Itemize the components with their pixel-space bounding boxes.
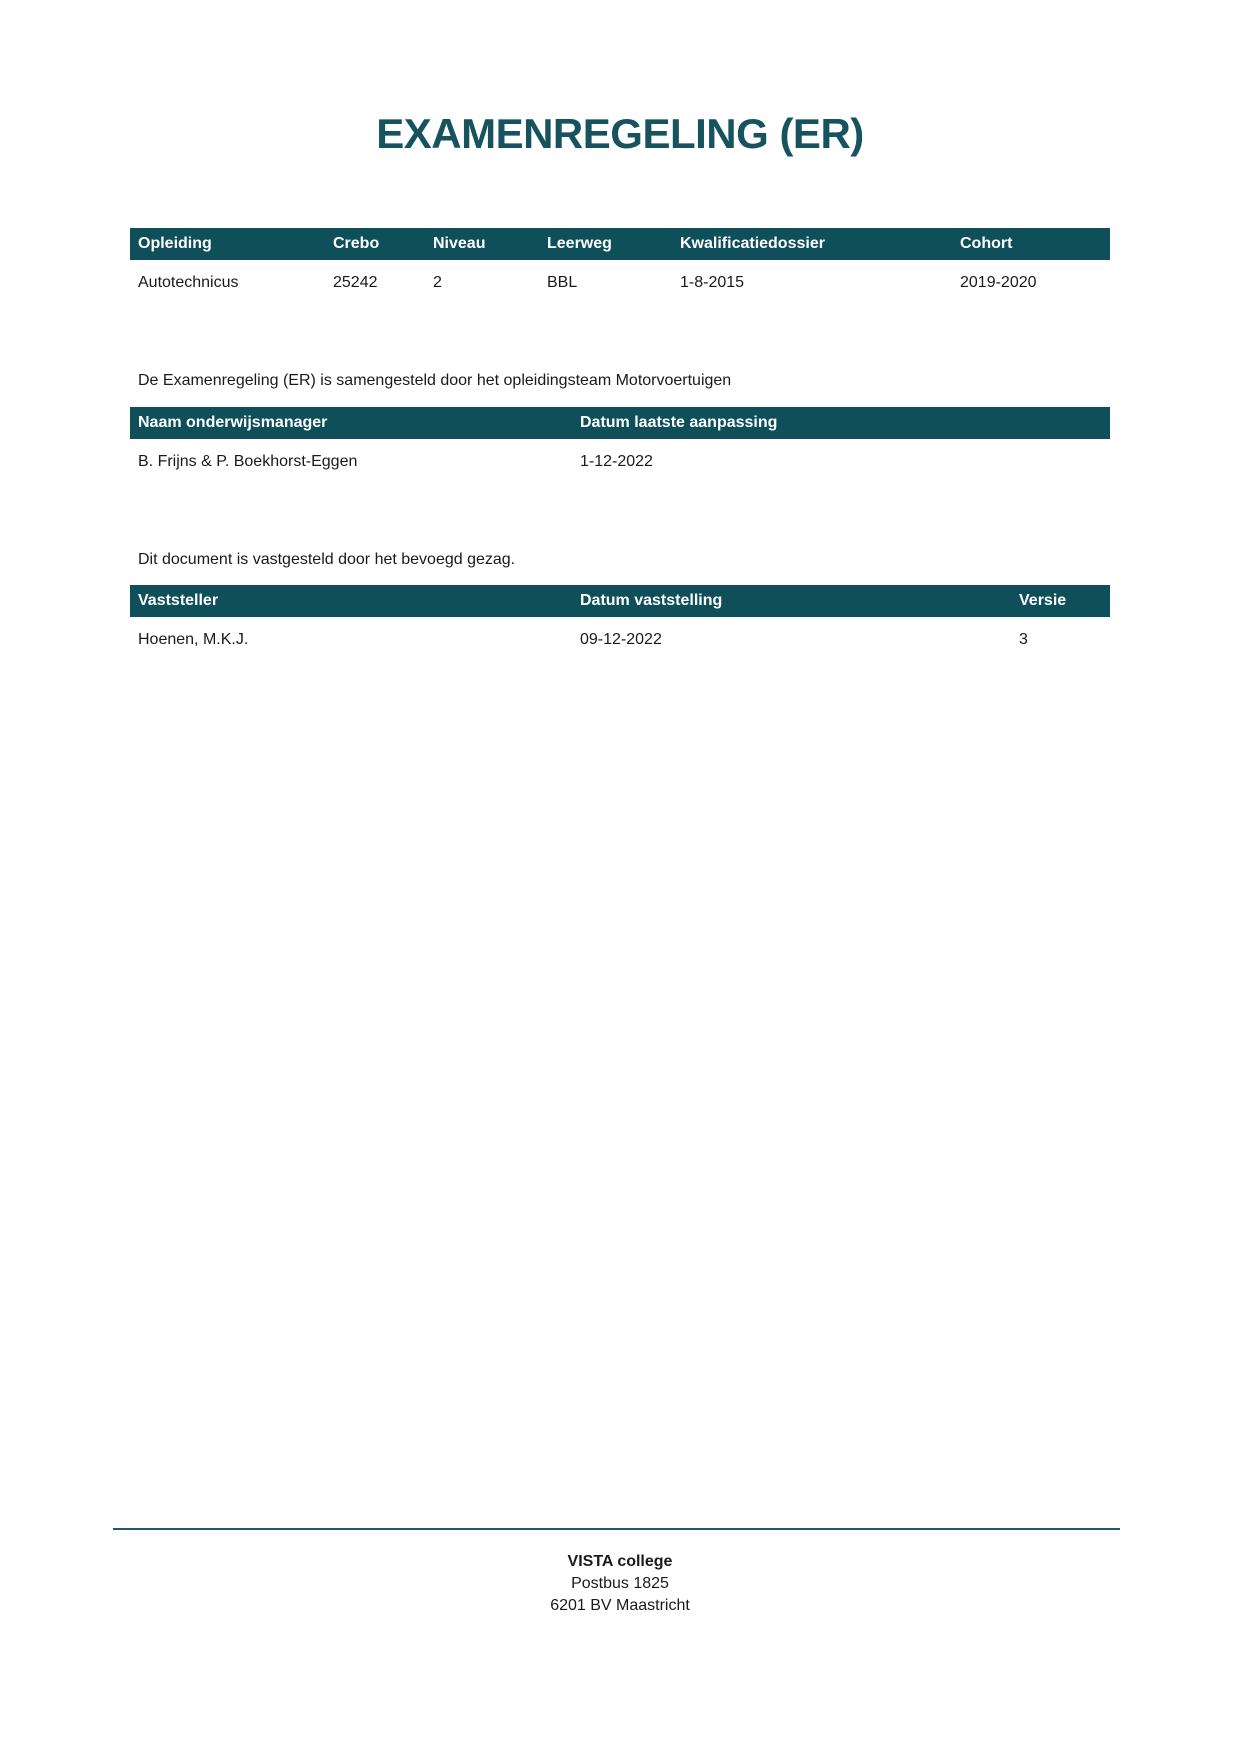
table-header-cell: Opleiding [138, 235, 212, 252]
manager-intro-text: De Examenregeling (ER) is samengesteld door het opleidingsteam Motorvoertuigen [138, 372, 732, 389]
table-cell: 2 [433, 274, 442, 291]
footer-org-name: VISTA college [567, 1553, 673, 1570]
table-cell: B. Frijns & P. Boekhorst-Eggen [138, 453, 358, 470]
table-cell: 25242 [333, 274, 378, 291]
table-header-cell: Naam onderwijsmanager [138, 414, 328, 431]
table-cell: 09-12-2022 [580, 631, 662, 648]
table-header-cell: Cohort [960, 235, 1013, 252]
table-header-cell: Leerweg [547, 235, 612, 252]
table-cell: Hoenen, M.K.J. [138, 631, 249, 648]
table-header-cell: Crebo [333, 235, 380, 252]
table-header-cell: Datum vaststelling [580, 592, 723, 609]
table-cell: 1-12-2022 [580, 453, 653, 470]
footer-divider [113, 1528, 1120, 1530]
table-cell: 1-8-2015 [680, 274, 745, 291]
opleiding-table-row [130, 267, 1110, 299]
table-cell: 2019-2020 [960, 274, 1037, 291]
table-cell: BBL [547, 274, 578, 291]
table-cell: 3 [1019, 631, 1028, 648]
table-header-cell: Datum laatste aanpassing [580, 414, 778, 431]
opleiding-table-header-row [130, 228, 1110, 260]
vaststelling-intro-text: Dit document is vastgesteld door het bevoegd gezag. [138, 551, 516, 568]
vaststelling-table-header-row [130, 585, 1110, 617]
manager-table-header-row [130, 407, 1110, 439]
table-cell: Autotechnicus [138, 274, 239, 291]
table-header-cell: Versie [1019, 592, 1067, 609]
vaststelling-table-row [130, 624, 1110, 656]
footer [0, 1551, 1240, 1617]
table-header-cell: Niveau [433, 235, 486, 252]
table-header-cell: Vaststeller [138, 592, 219, 609]
footer-address-line1: Postbus 1825 [571, 1575, 669, 1592]
page-title: EXAMENREGELING (ER) [376, 110, 864, 157]
manager-table-row [130, 446, 1110, 478]
footer-address-line2: 6201 BV Maastricht [550, 1597, 690, 1614]
table-header-cell: Kwalificatiedossier [680, 235, 825, 252]
